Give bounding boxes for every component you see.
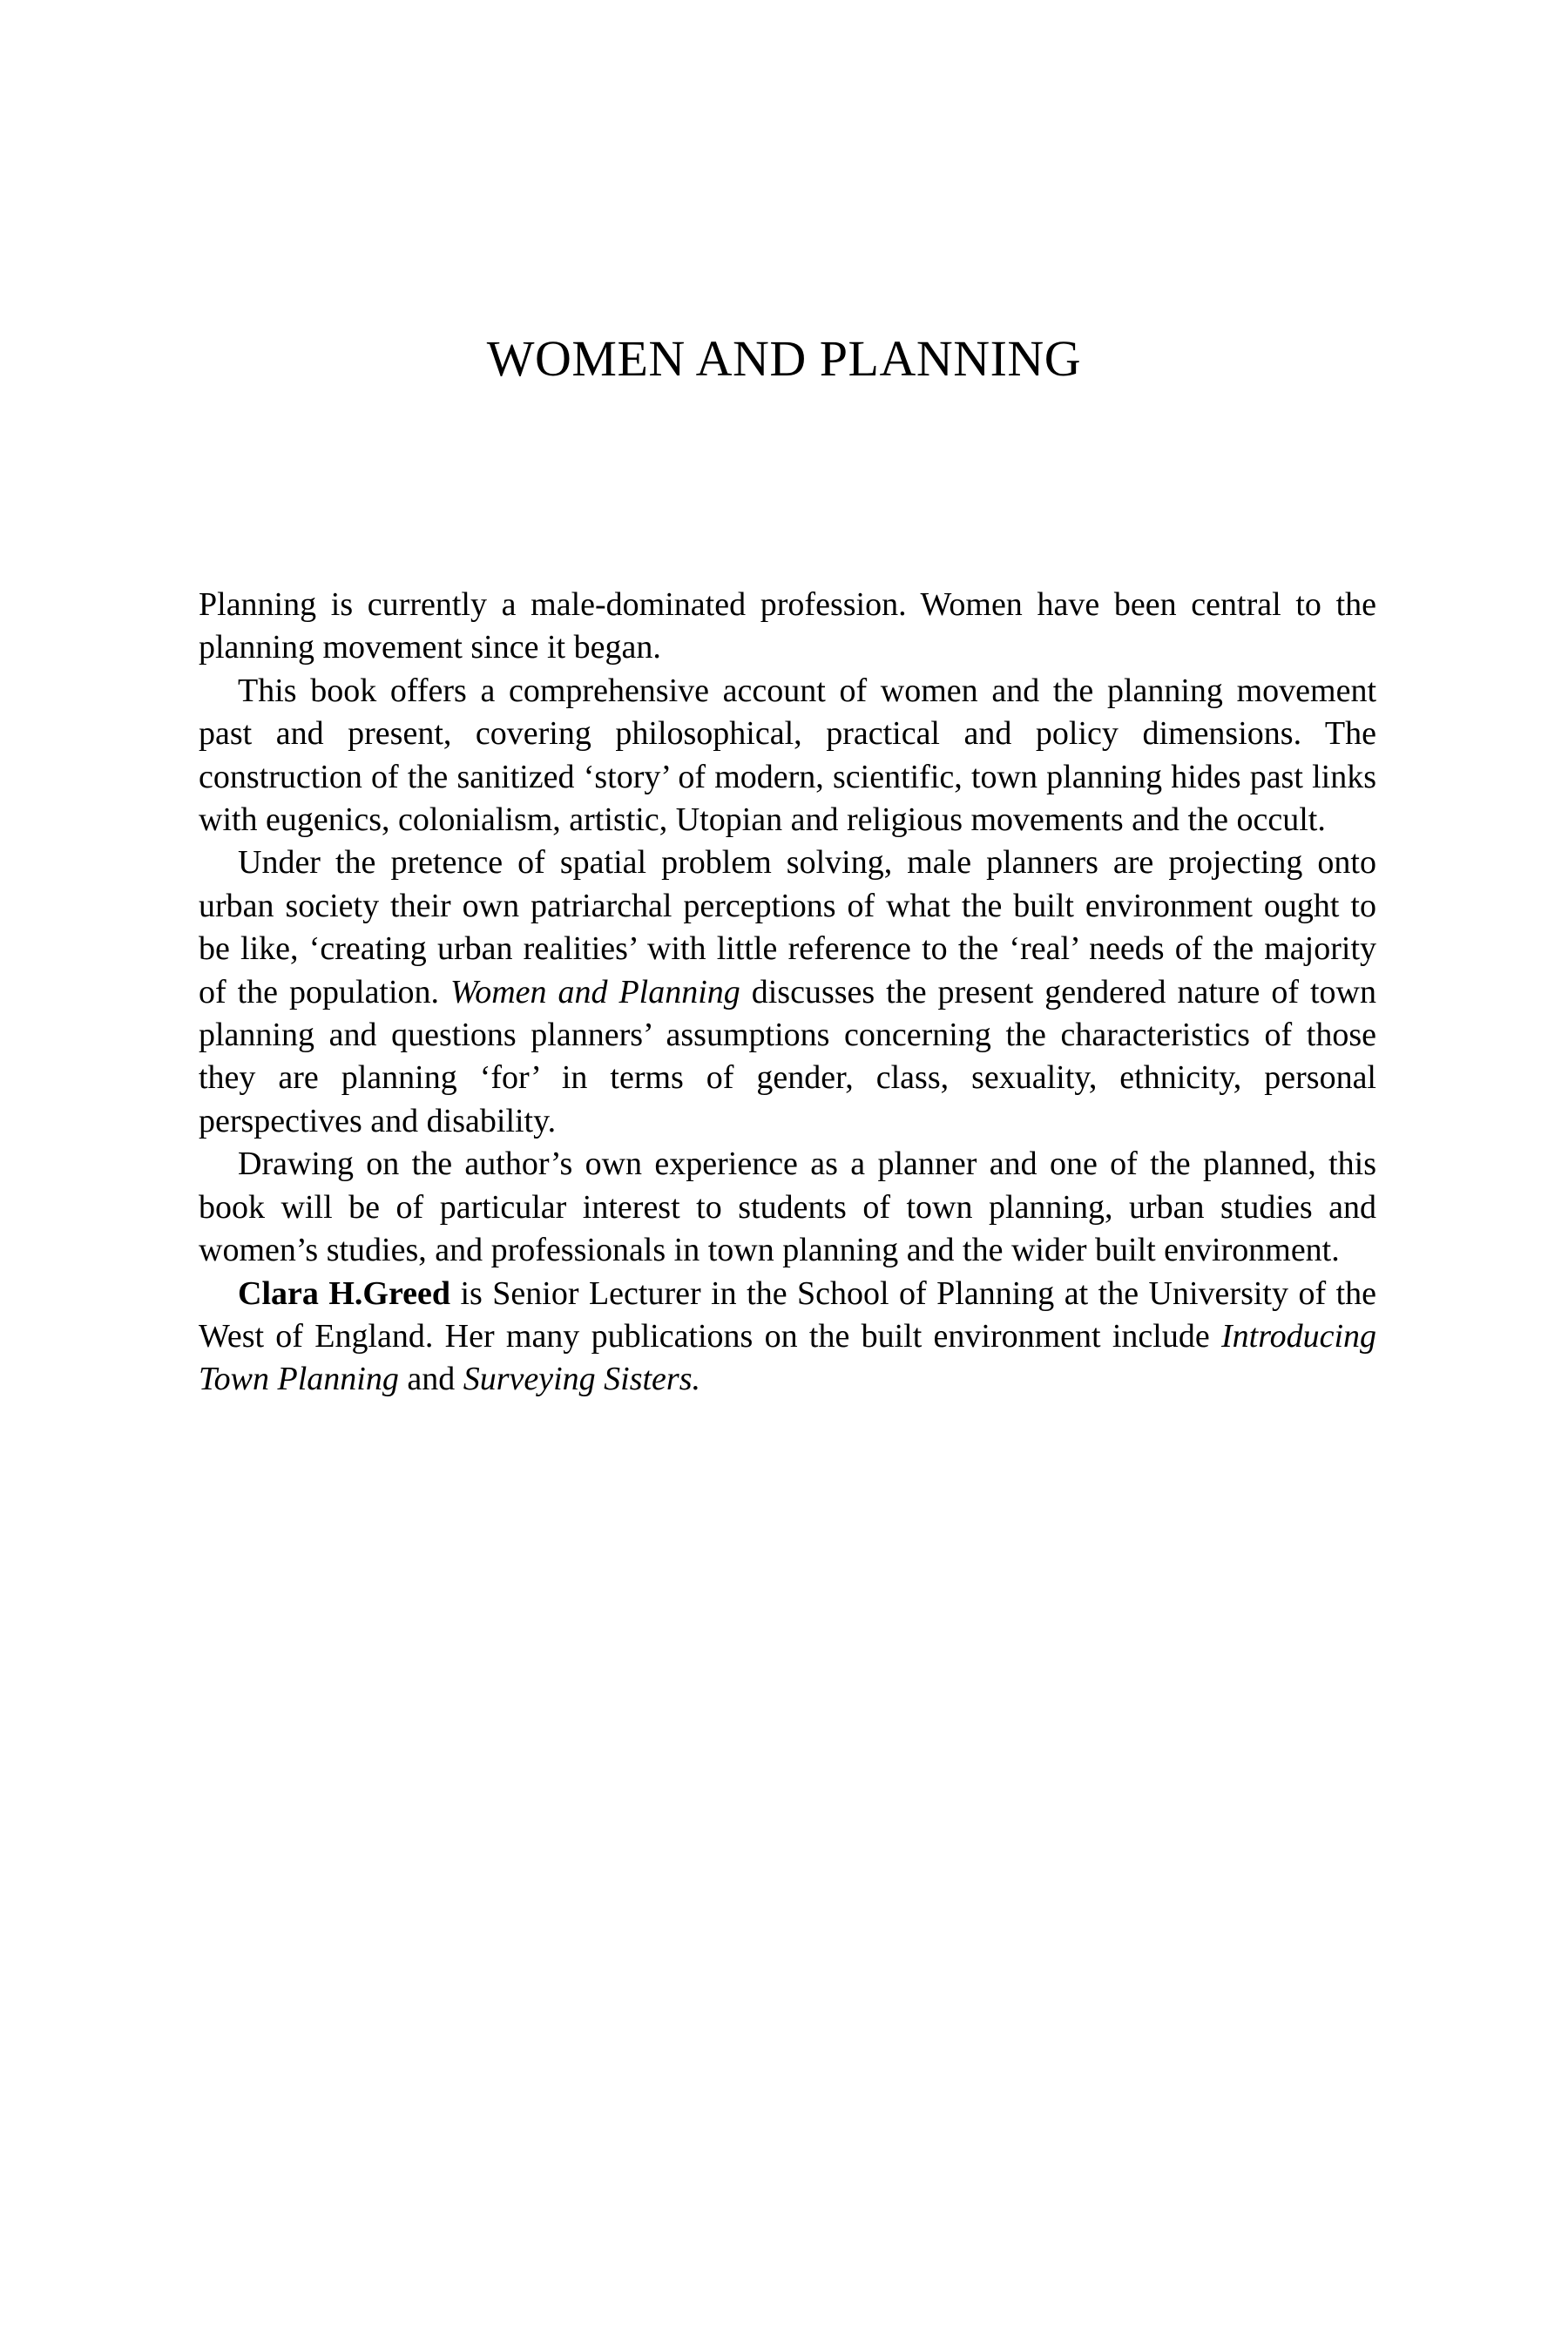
author-name: Clara H.Greed xyxy=(238,1274,450,1312)
publication-title-1: Introducing Town Planning xyxy=(199,1317,1376,1398)
author-bio-text: is Senior Lecturer in the School of Planning at the University of the West of England. Her many publications on the built environment include xyxy=(199,1274,1376,1355)
paragraph-overview: This book offers a comprehensive account of women and the planning movement past and present, covering philosophical, practical and policy dimensions. The construction of the sanitized ‘story’ of modern, scientific, town planning hides past links with eugenics, colonialism, artistic, Utopian and religious movements and the occult. xyxy=(199,672,1376,839)
blurb-body xyxy=(199,584,1376,1402)
publication-title-2: Surveying Sisters. xyxy=(463,1361,700,1398)
paragraph-author-bio xyxy=(199,1273,1376,1402)
paragraph-intro: Planning is currently a male-dominated profession. Women have been central to the planning movement since it began. xyxy=(199,586,1376,666)
paragraph-audience: Drawing on the author’s own experience as a planner and one of the planned, this book will be of particular interest to students of town planning, urban studies and women’s studies, and professionals in town planning and the wider built environment. xyxy=(199,1146,1376,1269)
page-title: WOMEN AND PLANNING xyxy=(486,330,1082,387)
paragraph-critique xyxy=(199,841,1376,1143)
book-title-italic: Women and Planning xyxy=(450,973,740,1010)
conjunction: and xyxy=(398,1361,463,1398)
critique-text-after: discusses the present gendered nature of town planning and questions planners’ assumptions concerning the characteristics of those they are planning ‘for’ in terms of gender, class, sexuality, ethnicity, personal perspectives and disability. xyxy=(199,973,1377,1139)
critique-text-before: Under the pretence of spatial problem solving, male planners are projecting onto urban society their own patriarchal perceptions of what the built environment ought to be like, ‘creating urban realities’ with little reference to the ‘real’ needs of the majority of the population. xyxy=(199,844,1376,1010)
